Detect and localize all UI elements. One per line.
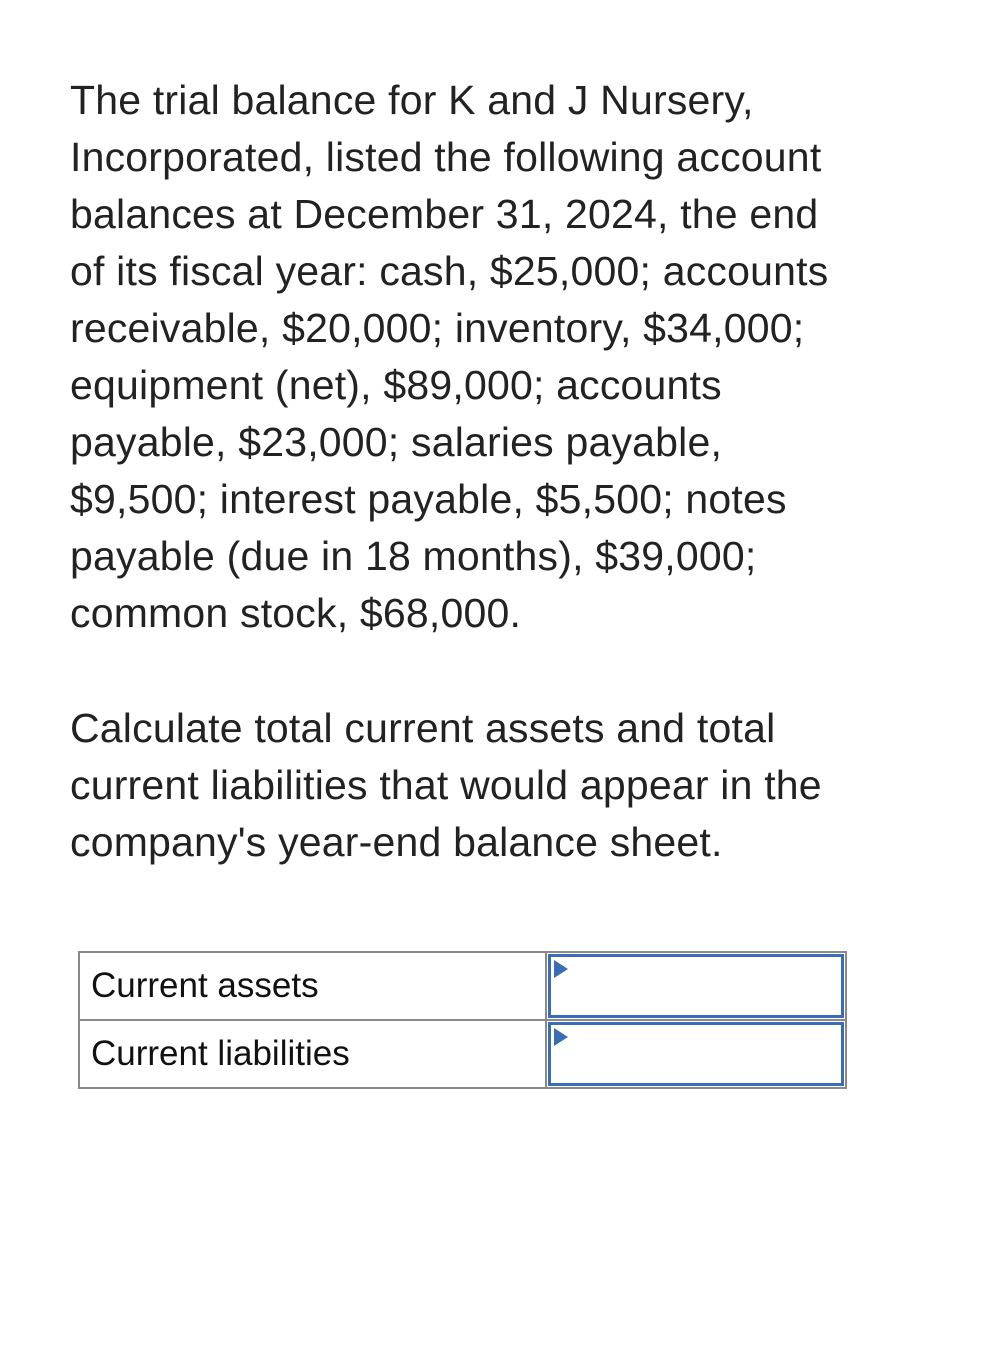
table-row — [79, 1020, 846, 1088]
current-liabilities-label: Current liabilities — [79, 1020, 546, 1088]
current-liabilities-input-box — [548, 1022, 844, 1086]
current-assets-label: Current assets — [79, 952, 546, 1020]
problem-paragraph: The trial balance for K and J Nursery, Incorporated, listed the following account balances at December 31, 2024, the end of its fiscal year: cash, $25,000; accounts receivable, $20,000; inventory, $34,000; equipment (net), $89,000; accounts payable, $23,000; salaries payable, $9,500; interest payable, $5,500; notes payable (due in 18 months), $39,000; common stock, $68,000. — [70, 77, 829, 636]
instruction-text-block — [70, 700, 960, 871]
current-assets-cell — [546, 952, 846, 1020]
instruction-paragraph: Calculate total current assets and total current liabilities that would appear in the company's year-end balance sheet. — [70, 705, 822, 865]
flag-marker-icon — [554, 960, 568, 978]
current-liabilities-input[interactable] — [551, 1025, 841, 1083]
answer-table — [78, 951, 847, 1089]
current-assets-input[interactable] — [551, 957, 841, 1015]
table-row — [79, 952, 846, 1020]
current-liabilities-cell — [546, 1020, 846, 1088]
problem-statement — [70, 72, 960, 642]
flag-marker-icon — [554, 1028, 568, 1046]
current-assets-input-box — [548, 954, 844, 1018]
